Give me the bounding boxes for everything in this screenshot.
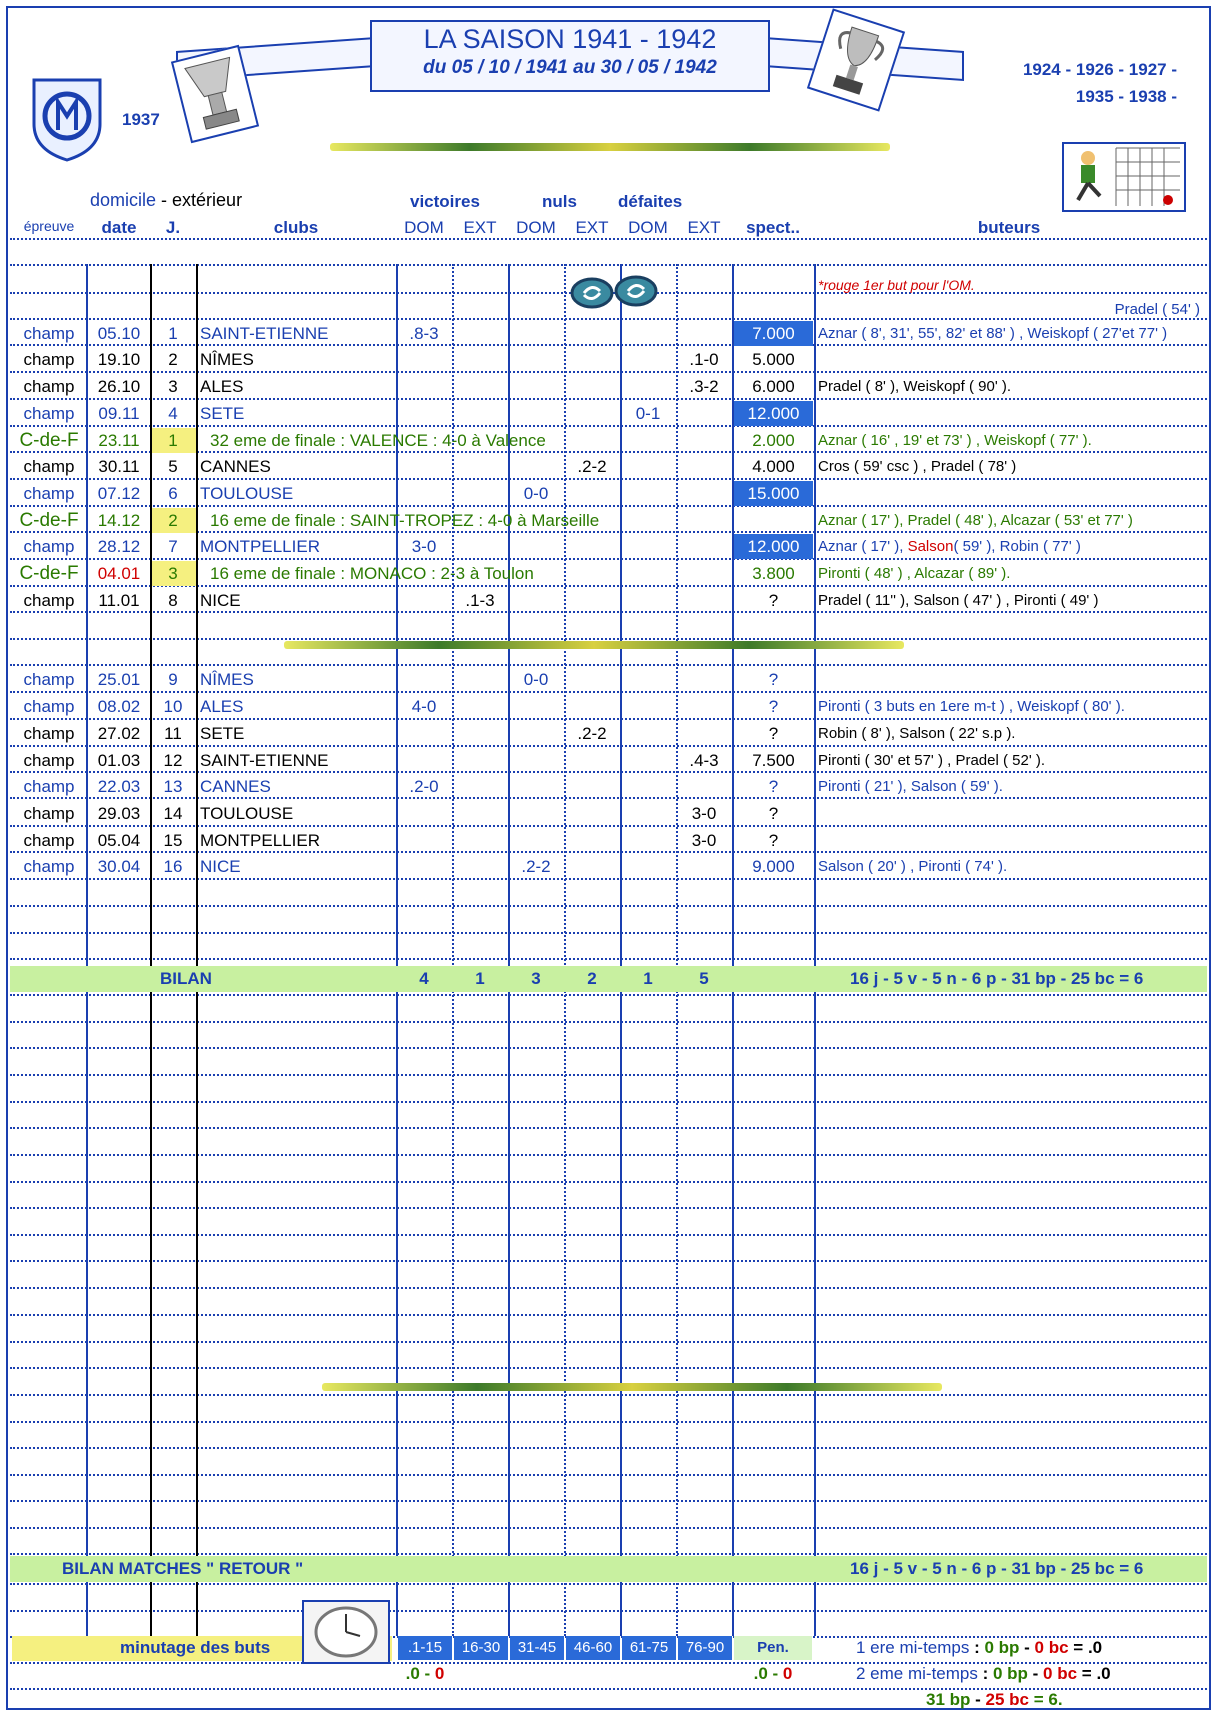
row-club: SAINT-ETIENNE xyxy=(200,751,329,770)
row-date: 29.03 xyxy=(97,804,141,823)
row-divider xyxy=(10,958,1207,960)
row-divider xyxy=(10,905,1207,907)
row-journee: 5 xyxy=(168,457,178,476)
row-score: .1-3 xyxy=(465,591,495,610)
row-club: CANNES xyxy=(200,457,271,476)
row-date: 08.02 xyxy=(97,697,141,716)
row-date: 01.03 xyxy=(97,751,141,770)
row-spectators: 3.800 xyxy=(752,564,795,583)
row-date: 27.02 xyxy=(97,724,141,743)
row-club: NÎMES xyxy=(200,350,254,369)
row-divider xyxy=(10,1154,1207,1156)
total-row xyxy=(926,1686,1063,1713)
pre-row-scorer: Pradel ( 54' ) xyxy=(1114,301,1200,318)
row-date: 14.12 xyxy=(97,511,141,530)
row-score: .3-2 xyxy=(689,377,719,396)
row-scorers: Aznar ( 16' , 19' et 73' ) , Weiskopf ( 77' ). xyxy=(818,432,1092,449)
note-text: *rouge 1er but pour l'OM. xyxy=(818,277,975,293)
row-divider xyxy=(10,1447,1207,1449)
pen-score xyxy=(734,1660,812,1687)
bilan-value: 1 xyxy=(475,969,485,988)
row-score: 3-0 xyxy=(691,804,717,823)
row-club: SETE xyxy=(200,724,245,743)
row-divider xyxy=(10,1207,1207,1209)
row-scorers: Pironti ( 3 buts en 1ere m-t ) , Weiskopf ( 80' ). xyxy=(818,698,1125,715)
column-divider xyxy=(396,264,398,1636)
row-divider xyxy=(10,1610,1207,1612)
row-score: 0-0 xyxy=(523,484,549,503)
row-date: 26.10 xyxy=(97,377,141,396)
row-scorers: Pironti ( 48' ) , Alcazar ( 89' ). xyxy=(818,565,1011,582)
row-epreuve: champ xyxy=(23,724,75,743)
row-score: .2-2 xyxy=(521,857,551,876)
row-score: 4-0 xyxy=(411,697,437,716)
row-scorers: Pradel ( 11'' ), Salson ( 47' ) , Pironti ( 49' ) xyxy=(818,592,1099,609)
column-divider xyxy=(452,264,454,1636)
range-1-15-score xyxy=(398,1660,452,1687)
page-title: LA SAISON 1941 - 1942 xyxy=(423,24,717,54)
row-date: 05.04 xyxy=(97,831,141,850)
row-club: SETE xyxy=(200,404,245,423)
row-epreuve: champ xyxy=(23,537,75,556)
row-epreuve: C-de-F xyxy=(19,563,79,584)
row-divider xyxy=(10,1260,1207,1262)
row-journee: 16 xyxy=(163,857,183,876)
row-score: 3-0 xyxy=(691,831,717,850)
col-j: J. xyxy=(165,218,181,237)
row-date: 22.03 xyxy=(97,777,141,796)
row-divider xyxy=(10,1181,1207,1183)
column-divider xyxy=(814,264,816,1636)
row-epreuve: champ xyxy=(23,804,75,823)
row-divider xyxy=(10,932,1207,934)
row-divider xyxy=(10,1394,1207,1396)
row-epreuve: C-de-F xyxy=(19,430,79,451)
row-divider xyxy=(10,1074,1207,1076)
range-61-75: 61-75 xyxy=(622,1636,676,1660)
season-dates: du 05 / 10 / 1941 au 30 / 05 / 1942 xyxy=(423,57,717,78)
minutage-label: minutage des buts xyxy=(120,1638,271,1657)
row-club: CANNES xyxy=(200,777,271,796)
pen-bp: .0 xyxy=(753,1664,768,1683)
row-spectators: ? xyxy=(768,697,779,716)
range-16-30: 16-30 xyxy=(454,1636,508,1660)
range-46-60: 46-60 xyxy=(566,1636,620,1660)
mt1-sep2: - xyxy=(1019,1638,1035,1657)
row-scorers: Cros ( 59' csc ) , Pradel ( 78' ) xyxy=(818,458,1017,475)
column-divider xyxy=(508,264,510,1636)
row-date: 04.01 xyxy=(97,564,141,583)
row-divider xyxy=(10,264,1207,266)
column-divider xyxy=(196,264,198,1636)
row-spectators: 7.000 xyxy=(734,321,813,346)
row-scorers: Salson ( 20' ) , Pironti ( 74' ). xyxy=(818,858,1008,875)
row-divider xyxy=(10,1021,1207,1023)
row-spectators: 4.000 xyxy=(752,457,795,476)
stopwatch-icon xyxy=(302,1600,390,1664)
bilan-retour-label: BILAN MATCHES " RETOUR " xyxy=(62,1559,304,1578)
row-journee: 11 xyxy=(164,724,182,743)
title-banner xyxy=(370,20,770,92)
row-epreuve: C-de-F xyxy=(19,510,79,531)
mt1-eq: = .0 xyxy=(1068,1638,1103,1657)
row-club: NICE xyxy=(200,591,241,610)
row-divider xyxy=(10,1553,1207,1555)
divider-decoration-3 xyxy=(322,1383,942,1391)
col-buteurs: buteurs xyxy=(977,218,1041,237)
row-score: .2-2 xyxy=(577,457,607,476)
row-journee: 4 xyxy=(168,404,178,423)
col-def-ext: EXT xyxy=(687,218,721,237)
mt1-sep1: : xyxy=(969,1638,985,1657)
row-divider xyxy=(10,1527,1207,1529)
row-club: NÎMES xyxy=(200,670,254,689)
row-club: ALES xyxy=(200,377,244,396)
range-76-90: 76-90 xyxy=(678,1636,732,1660)
row-journee: 2 xyxy=(168,511,178,530)
mt1-label: 1 ere mi-temps xyxy=(856,1638,970,1657)
row-epreuve: champ xyxy=(23,831,75,850)
total-eq: = 6. xyxy=(1029,1690,1063,1709)
group-victoires: victoires xyxy=(410,192,480,211)
total-bp: 31 bp xyxy=(926,1690,971,1709)
mt2-eq: = .0 xyxy=(1077,1664,1111,1683)
row-spectators: 5.000 xyxy=(752,350,795,369)
col-nul-dom: DOM xyxy=(516,218,556,237)
row-date: 09.11 xyxy=(98,404,140,423)
total-sep: - xyxy=(970,1690,986,1709)
row-spectators: 6.000 xyxy=(752,377,795,396)
bilan-retour-summary: 16 j - 5 v - 5 n - 6 p - 31 bp - 25 bc = 6 xyxy=(850,1559,1144,1578)
col-def-dom: DOM xyxy=(628,218,668,237)
titles-years-line1: 1924 - 1926 - 1927 - xyxy=(1022,60,1177,79)
row-spectators: 2.000 xyxy=(752,431,795,450)
row-date: 19.10 xyxy=(97,350,141,369)
row-club: NICE xyxy=(200,857,241,876)
row-divider xyxy=(10,1367,1207,1369)
mt2-label: 2 eme mi-temps xyxy=(856,1664,978,1683)
row-spectators: ? xyxy=(768,777,779,796)
legend xyxy=(90,190,242,211)
row-journee: 10 xyxy=(163,697,183,716)
row-score: .4-3 xyxy=(689,751,719,770)
row-scorers: Pradel ( 8' ), Weiskopf ( 90' ). xyxy=(818,378,1012,395)
row-club: MONTPELLIER xyxy=(200,831,320,850)
row-epreuve: champ xyxy=(23,591,75,610)
row-date: 25.01 xyxy=(97,670,141,689)
row-scorers xyxy=(818,533,1206,560)
mt2-row xyxy=(856,1660,1111,1687)
row-divider xyxy=(10,238,1207,240)
row-divider xyxy=(10,1047,1207,1049)
row-journee: 15 xyxy=(163,831,183,850)
row-spectators: 9.000 xyxy=(752,857,795,876)
scorer-part: ( 59' ), Robin ( 77' ) xyxy=(953,538,1081,555)
row-journee: 1 xyxy=(168,431,178,450)
legend-domicile: domicile xyxy=(90,190,157,210)
range-bp: .0 xyxy=(405,1664,420,1683)
row-date: 11.01 xyxy=(98,591,140,610)
row-journee: 6 xyxy=(168,484,178,503)
row-score: 0-1 xyxy=(635,404,661,423)
row-divider xyxy=(10,1474,1207,1476)
row-journee: 3 xyxy=(168,377,178,396)
col-spect: spect.. xyxy=(746,218,800,237)
scorer-first-goal: Salson xyxy=(907,538,954,555)
titles-years-line2: 1935 - 1938 - xyxy=(1075,87,1177,106)
row-epreuve: champ xyxy=(23,484,75,503)
row-date: 30.04 xyxy=(97,857,141,876)
row-divider xyxy=(10,1421,1207,1423)
row-journee: 3 xyxy=(168,564,178,583)
row-divider xyxy=(10,1500,1207,1502)
row-epreuve: champ xyxy=(23,777,75,796)
range-1-15: .1-15 xyxy=(398,1636,452,1660)
row-score: .2-2 xyxy=(577,724,607,743)
legend-exterieur: extérieur xyxy=(172,190,243,210)
row-divider xyxy=(10,1127,1207,1129)
mt2-bp: 0 bp xyxy=(992,1664,1028,1683)
row-divider xyxy=(10,1101,1207,1103)
mt2-sep1: : xyxy=(977,1664,993,1683)
row-spectators: ? xyxy=(768,724,779,743)
bilan-summary: 16 j - 5 v - 5 n - 6 p - 31 bp - 25 bc = 6 xyxy=(850,969,1144,988)
row-club: ALES xyxy=(200,697,244,716)
row-scorers: Aznar ( 8', 31', 55', 82' et 88' ) , Weiskopf ( 27'et 77' ) xyxy=(818,325,1168,342)
bilan-value: 5 xyxy=(699,969,709,988)
col-vic-dom: DOM xyxy=(404,218,444,237)
row-epreuve: champ xyxy=(23,857,75,876)
row-club: MONTPELLIER xyxy=(200,537,320,556)
row-journee: 2 xyxy=(168,350,178,369)
bilan-label: BILAN xyxy=(160,969,212,988)
mt2-sep2: - xyxy=(1027,1664,1044,1683)
row-divider xyxy=(10,994,1207,996)
row-spectators: 7.500 xyxy=(752,751,795,770)
row-spectators: ? xyxy=(768,831,779,850)
row-epreuve: champ xyxy=(23,751,75,770)
row-club: TOULOUSE xyxy=(200,804,294,823)
range-pen: Pen. xyxy=(734,1636,812,1660)
row-divider xyxy=(10,638,1207,640)
row-spectators: 12.000 xyxy=(734,534,813,559)
row-divider xyxy=(10,1314,1207,1316)
cup-description: 16 eme de finale : MONACO : 2-3 à Toulon xyxy=(210,564,534,583)
total-bc: 25 bc xyxy=(985,1690,1029,1709)
column-divider xyxy=(676,264,678,1636)
row-date: 28.12 xyxy=(97,537,141,556)
col-nul-ext: EXT xyxy=(575,218,609,237)
group-nuls: nuls xyxy=(542,192,577,211)
club-logo xyxy=(28,74,106,164)
mt1-bp: 0 bp xyxy=(984,1638,1020,1657)
row-score: .2-0 xyxy=(409,777,439,796)
row-spectators: ? xyxy=(768,804,779,823)
row-date: 30.11 xyxy=(98,457,140,476)
row-score: .8-3 xyxy=(409,324,439,343)
cup-description: 16 eme de finale : SAINT-TROPEZ : 4-0 à Marseille xyxy=(210,511,600,530)
row-spectators: 15.000 xyxy=(734,481,813,506)
bilan-value: 1 xyxy=(643,969,653,988)
mt2-bc: 0 bc xyxy=(1043,1664,1078,1683)
row-epreuve: champ xyxy=(23,457,75,476)
row-scorers: Pironti ( 21' ), Salson ( 59' ). xyxy=(818,778,1003,795)
titles-years xyxy=(1023,56,1177,110)
divider-decoration-2 xyxy=(284,641,904,649)
row-date: 07.12 xyxy=(97,484,141,503)
col-epreuve: épreuve xyxy=(23,218,75,234)
row-journee: 12 xyxy=(163,751,183,770)
row-divider xyxy=(10,1287,1207,1289)
row-journee: 8 xyxy=(168,591,178,610)
legend-sep: - xyxy=(156,190,173,210)
row-score: 0-0 xyxy=(523,670,549,689)
row-club: SAINT-ETIENNE xyxy=(200,324,329,343)
group-defaites: défaites xyxy=(618,192,683,211)
row-spectators: ? xyxy=(768,591,779,610)
column-divider xyxy=(620,264,622,1636)
row-epreuve: champ xyxy=(23,404,75,423)
row-club: TOULOUSE xyxy=(200,484,294,503)
row-scorers: Robin ( 8' ), Salson ( 22' s.p ). xyxy=(818,725,1016,742)
row-epreuve: champ xyxy=(23,670,75,689)
row-epreuve: champ xyxy=(23,377,75,396)
bilan-value: 3 xyxy=(531,969,541,988)
bilan-value: 4 xyxy=(419,969,429,988)
row-journee: 7 xyxy=(168,537,178,556)
range-bc: 0 xyxy=(434,1664,445,1683)
row-epreuve: champ xyxy=(23,350,75,369)
pen-sep: - xyxy=(767,1664,783,1683)
row-date: 23.11 xyxy=(98,431,140,450)
row-divider xyxy=(10,1341,1207,1343)
divider-decoration xyxy=(330,143,890,151)
row-journee: 13 xyxy=(163,777,183,796)
year-1937: 1937 xyxy=(122,110,160,129)
row-score: 3-0 xyxy=(411,537,437,556)
col-vic-ext: EXT xyxy=(463,218,497,237)
row-scorers: Pironti ( 30' et 57' ) , Pradel ( 52' ). xyxy=(818,752,1046,769)
mt1-bc: 0 bc xyxy=(1034,1638,1069,1657)
row-divider xyxy=(10,1583,1207,1585)
row-spectators: 12.000 xyxy=(734,401,813,426)
row-date: 05.10 xyxy=(97,324,141,343)
col-date: date xyxy=(101,218,137,237)
cup-description: 32 eme de finale : VALENCE : 4-0 à Valence xyxy=(210,431,546,450)
range-31-45: 31-45 xyxy=(510,1636,564,1660)
bilan-value: 2 xyxy=(587,969,597,988)
row-epreuve: champ xyxy=(23,324,75,343)
row-score: .1-0 xyxy=(689,350,719,369)
row-journee: 14 xyxy=(163,804,183,823)
pen-bc: 0 xyxy=(782,1664,793,1683)
row-epreuve: champ xyxy=(23,697,75,716)
row-divider xyxy=(10,1234,1207,1236)
row-scorers: Aznar ( 17' ), Pradel ( 48' ), Alcazar ( 53' et 77' ) xyxy=(818,512,1133,529)
rotation-icon xyxy=(566,275,666,309)
scorer-part: Aznar ( 17' ), xyxy=(818,538,908,555)
goal-player-icon xyxy=(1062,142,1186,212)
range-sep: - xyxy=(419,1664,435,1683)
row-journee: 9 xyxy=(168,670,178,689)
row-journee: 1 xyxy=(168,324,178,343)
col-clubs: clubs xyxy=(273,218,319,237)
row-spectators: ? xyxy=(768,670,779,689)
mt1-row xyxy=(856,1634,1102,1661)
